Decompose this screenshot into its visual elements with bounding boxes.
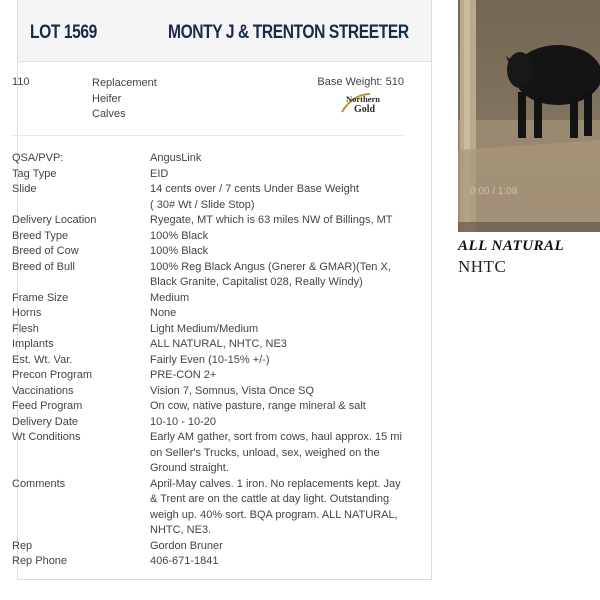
detail-row [12, 415, 407, 431]
detail-value [150, 430, 407, 477]
detail-label: Vaccinations [12, 384, 74, 397]
detail-row [12, 430, 407, 477]
detail-value-line: Fairly Even (10-15% +/-) [150, 353, 270, 366]
detail-value [150, 384, 407, 400]
detail-row [12, 167, 407, 183]
head-count: 110 [12, 76, 30, 88]
lot-details-list [12, 151, 407, 570]
detail-value-line: EID [150, 167, 169, 180]
detail-label: Breed of Bull [12, 260, 75, 273]
detail-value-line: Black Granite, Capitalist 028, Really Windy) [150, 276, 363, 288]
detail-value-line: April-May calves. 1 iron. No replacements kept. Jay [150, 477, 401, 490]
tagline-nhtc: NHTC [458, 257, 507, 276]
detail-row [12, 399, 407, 415]
detail-row [12, 368, 407, 384]
detail-label: Feed Program [12, 400, 83, 412]
detail-row [12, 554, 407, 570]
detail-value-line: On cow, native pasture, range mineral & salt [150, 400, 366, 412]
detail-label: Est. Wt. Var. [12, 353, 73, 366]
detail-value-line: NHTC, NE3. [150, 524, 212, 536]
detail-row [12, 353, 407, 369]
detail-value [150, 229, 407, 245]
detail-label: Frame Size [12, 291, 69, 304]
detail-row [12, 229, 407, 245]
section-divider [12, 135, 404, 136]
detail-value-line: Gordon Bruner [150, 539, 223, 552]
detail-label: Implants [12, 338, 54, 350]
detail-value-line: 10-10 - 10-20 [150, 415, 217, 428]
base-weight: Base Weight: 510 [317, 76, 404, 88]
cattle-video-thumbnail[interactable] [458, 0, 600, 232]
detail-label: Delivery Location [12, 214, 97, 226]
logo-line-1: Northern [346, 94, 380, 104]
detail-value-line: weigh up. 40% sort. BQA program. ALL NATURAL, [150, 508, 398, 521]
lot-header [18, 0, 431, 62]
detail-label: Comments [12, 477, 66, 490]
detail-value-line: AngusLink [150, 152, 202, 164]
detail-value [150, 182, 407, 213]
detail-row [12, 539, 407, 555]
detail-value-line: Ryegate, MT which is 63 miles NW of Billings, MT [150, 214, 393, 226]
description-line: Heifer [92, 92, 122, 105]
detail-value-line: ( 30# Wt / Slide Stop) [150, 198, 255, 211]
detail-value-line: 14 cents over / 7 cents Under Base Weight [150, 183, 359, 195]
detail-value-line: on Seller's Trucks, unload, sex, weighed on the [150, 446, 380, 459]
detail-value [150, 337, 407, 353]
detail-value [150, 554, 407, 570]
description-line: Calves [92, 108, 126, 120]
detail-value-line: 100% Black [150, 245, 209, 257]
detail-value [150, 306, 407, 322]
detail-label: Breed Type [12, 229, 69, 242]
detail-row [12, 322, 407, 338]
detail-value [150, 477, 407, 539]
detail-value [150, 415, 407, 431]
detail-value-line: ALL NATURAL, NHTC, NE3 [150, 338, 287, 350]
detail-value-line: None [150, 307, 177, 319]
detail-value-line: 100% Black [150, 229, 209, 242]
detail-value-line: Ground straight. [150, 462, 229, 474]
detail-value-line: Early AM gather, sort from cows, haul approx. 15 mi [150, 431, 402, 443]
detail-row [12, 244, 407, 260]
detail-row [12, 337, 407, 353]
detail-label: Rep Phone [12, 555, 68, 567]
detail-row [12, 477, 407, 539]
detail-value [150, 353, 407, 369]
detail-value [150, 167, 407, 183]
detail-value-line: Light Medium/Medium [150, 322, 259, 335]
detail-label: Precon Program [12, 369, 93, 381]
detail-label: QSA/PVP: [12, 152, 64, 164]
detail-value [150, 368, 407, 384]
detail-value-line: & Trent are on the cattle at day light. Outstanding [150, 493, 390, 505]
detail-label: Horns [12, 307, 42, 319]
detail-label: Flesh [12, 322, 39, 335]
consignor-name: MONTY J & TRENTON STREETER [168, 22, 409, 43]
detail-row [12, 291, 407, 307]
detail-value [150, 291, 407, 307]
detail-value-line: Vision 7, Somnus, Vista Once SQ [150, 384, 315, 397]
detail-value-line: 100% Reg Black Angus (Gnerer & GMAR)(Ten X, [150, 260, 391, 273]
northern-gold-logo [340, 92, 402, 114]
detail-value-line: 406-671-1841 [150, 555, 219, 567]
detail-value [150, 213, 407, 229]
detail-value-line: Medium [150, 291, 190, 304]
detail-row [12, 213, 407, 229]
detail-row [12, 384, 407, 400]
detail-value [150, 260, 407, 291]
detail-row [12, 151, 407, 167]
detail-value [150, 539, 407, 555]
detail-label: Delivery Date [12, 415, 79, 428]
detail-value [150, 151, 407, 167]
description-line: Replacement [92, 77, 157, 89]
detail-value [150, 399, 407, 415]
detail-label: Rep [12, 539, 33, 552]
detail-row [12, 260, 407, 291]
detail-label: Wt Conditions [12, 431, 81, 443]
lot-number: LOT 1569 [30, 22, 97, 43]
detail-row [12, 306, 407, 322]
logo-line-2: Gold [354, 104, 376, 114]
detail-value [150, 322, 407, 338]
video-timestamp: 0:00 / 1:08 [470, 186, 518, 197]
detail-label: Tag Type [12, 167, 57, 180]
detail-label: Breed of Cow [12, 245, 79, 257]
cattle-photo [458, 0, 600, 232]
detail-value [150, 244, 407, 260]
detail-value-line: PRE-CON 2+ [150, 369, 217, 381]
detail-row [12, 182, 407, 213]
detail-label: Slide [12, 183, 37, 195]
tagline-all-natural: ALL NATURAL [458, 238, 565, 254]
lot-summary [12, 74, 404, 134]
lot-description [92, 76, 157, 123]
tagline [458, 238, 564, 277]
